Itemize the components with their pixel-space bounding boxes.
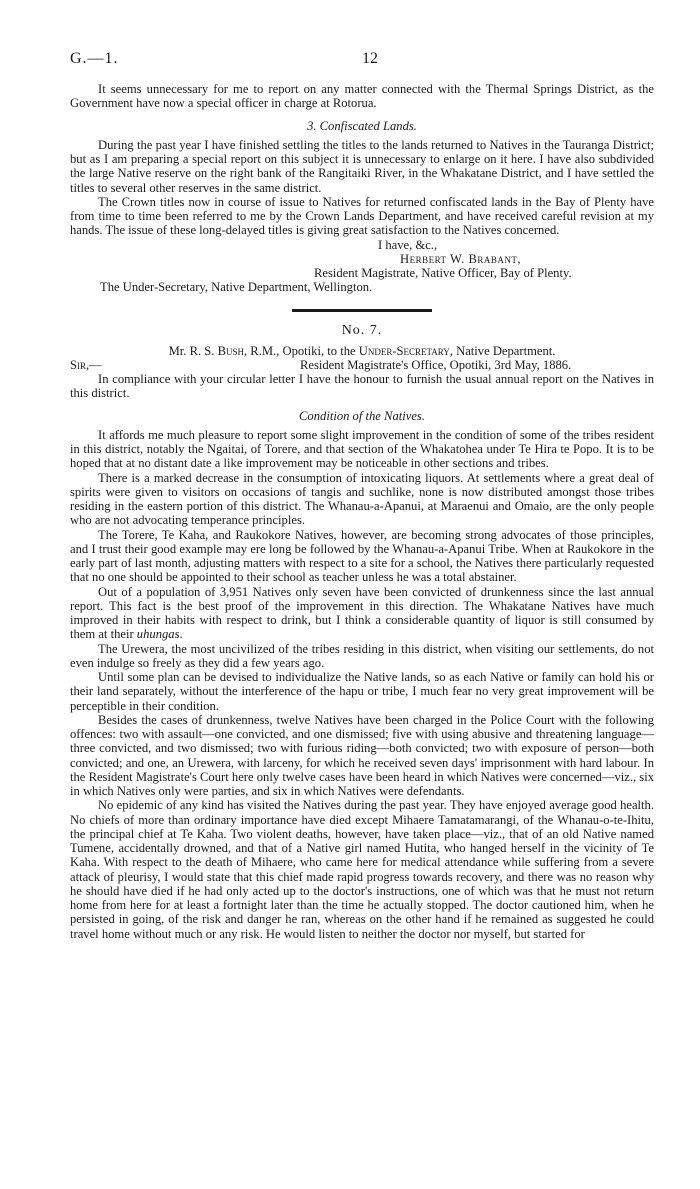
population-end: . (179, 627, 183, 642)
uhungas-term: uhungas (136, 627, 180, 642)
from-author-name: Bush (217, 343, 244, 358)
paragraph-population (70, 585, 654, 642)
signature-title: Resident Magistrate, Native Officer, Bay of Plenty. (314, 266, 572, 280)
paragraph-urewera: The Urewera, the most uncivilized of the tribes residing in this district, when visiting our settlements, do not even indulge so freely as they did a few years ago. (70, 641, 654, 670)
thermal-springs-paragraph: It seems unnecessary for me to report on any matter connected with the Thermal Springs District, as the Government have now a special officer in charge at Rotorua. (70, 82, 654, 111)
population-text: Out of a population of 3,951 Natives only seven have been convicted of drunkenness since the last annual report. This fact is the best proof of the improvement in this direction. The Whakatane Natives have much improved in their habits with respect to drink, but I think a considerable quantity of liquor is still consumed by them at their (70, 584, 654, 642)
report-body (70, 82, 654, 941)
from-prefix: Mr. R. S. (168, 343, 218, 358)
paragraph-liquor: There is a marked decrease in the consumption of intoxicating liquors. At settlements where a great deal of spirits were given to visitors on occasions of tangis and suchlike, none is now distributed amongst those tribes residing in the eastern portion of this district. The Whanau-a-Apanui, at Maraenui and Omaio, are the only people who are not advocating temperance principles. (70, 470, 654, 528)
from-middle: , R.M., Opotiki, to the (243, 343, 359, 358)
letter-from-line (70, 344, 654, 358)
signature-name: Herbert W. Brabant, (400, 251, 522, 266)
from-suffix: , Native Department. (449, 343, 556, 358)
page-number: 12 (362, 50, 378, 67)
from-recipient-office: Under-Secretary (358, 343, 450, 358)
confiscated-lands-heading: 3. Confiscated Lands. (307, 118, 417, 133)
paragraph-temperance: The Torere, Te Kaha, and Raukokore Natives, however, are becoming strong advocates of those principles, and I trust their good example may ere long be followed by the Whanau-a-Apanui Tribe. When at Raukokore in the early part of last month, adjusting matters with respect to a site for a school, the Natives there particularly requested that no one should be appointed to their school as teacher unless he was a total abstainer. (70, 527, 654, 585)
condition-heading: Condition of the Natives. (299, 408, 425, 423)
signature-closing: I have, &c., (378, 237, 438, 252)
section-divider (292, 309, 432, 312)
paragraph-improvement: It affords me much pleasure to report some slight improvement in the condition of some of the tribes resident in this district, notably the Ngaitai, of Torere, and that section of the Whakatohea under Te Hira te Popo. It is to be hoped that at no distant date a like improvement may be noticeable in other sections and tribes. (70, 427, 654, 471)
paragraph-health: No epidemic of any kind has visited the Natives during the past year. They have enjoyed average good health. No chiefs of more than ordinary importance have died except Mihaere Tamatamarangi, of the Whanau-o-te-Ihitu, the principal chief at Te Kaha. Two violent deaths, however, have taken place—viz., that of an old Native named Tumene, accidentally drowned, and that of a Native girl named Hutita, who hanged herself in the vicinity of Te Kaha. With respect to the death of Mihaere, who came here for medical attendance while suffering from a severe attack of pleurisy, I would state that this chief made rapid progress towards recovery, and there was no reason why he should have died if he had only acted up to the doctor's instructions, one of which was that he must not return home from here for at least a fortnight later than the time he actually stopped. The doctor cautioned him, when he persisted in going, of the risk and danger he ran, whereas on the other hand if he remained as suggested he could travel home without much or any risk. He would listen to neither the doctor nor myself, but started for (70, 798, 654, 941)
report-reference: G.—1. (70, 50, 119, 67)
paragraph-land-individualize: Until some plan can be devised to individualize the Native lands, so as each Native or family can hold his or their land separately, without the interference of the hapu or tribe, I much fear no very great improvement will be perceptible in their condition. (70, 670, 654, 713)
confiscated-lands-paragraph-2: The Crown titles now in course of issue to Natives for returned confiscated lands in the Bay of Plenty have from time to time been referred to me by the Crown Lands Department, and have received careful revision at my hands. The issue of these long-delayed titles is giving great satisfaction to the Natives concerned. (70, 194, 654, 238)
salutation: Sir,— (70, 358, 102, 372)
confiscated-lands-paragraph-1: During the past year I have finished settling the titles to the lands returned to Natives in the Tauranga District; but as I am preparing a special report on this subject it is unnecessary to enlarge on it here. I have also subdivided the large Native reserve on the right bank of the Rangitaiki River, in the Whakatane District, and I have settled the titles to several other reserves in the same district. (70, 137, 654, 195)
salutation-row (70, 358, 654, 372)
letter-number: No. 7. (341, 322, 383, 338)
letter-intro: In compliance with your circular letter I have the honour to furnish the usual annual report on the Natives in this district. (70, 372, 654, 401)
page-header (70, 50, 670, 70)
paragraph-offences: Besides the cases of drunkenness, twelve Natives have been charged in the Police Court with the following offences: two with assault—one convicted, and one dismissed; five with using abusive and threatening language—three convicted, and two dismissed; two with furious riding—both convicted; two with exposure of person—both convicted; and one, an Urewera, with larceny, for which he received seven days' imprisonment with hard labour. In the Resident Magistrate's Court here only twelve cases have been heard in which Natives were concerned—viz., six in which Natives only were parties, and six in which Natives were defendants. (70, 712, 654, 798)
office-and-date: Resident Magistrate's Office, Opotiki, 3rd May, 1886. (300, 358, 572, 372)
addressee-line: The Under-Secretary, Native Department, Wellington. (100, 280, 373, 295)
